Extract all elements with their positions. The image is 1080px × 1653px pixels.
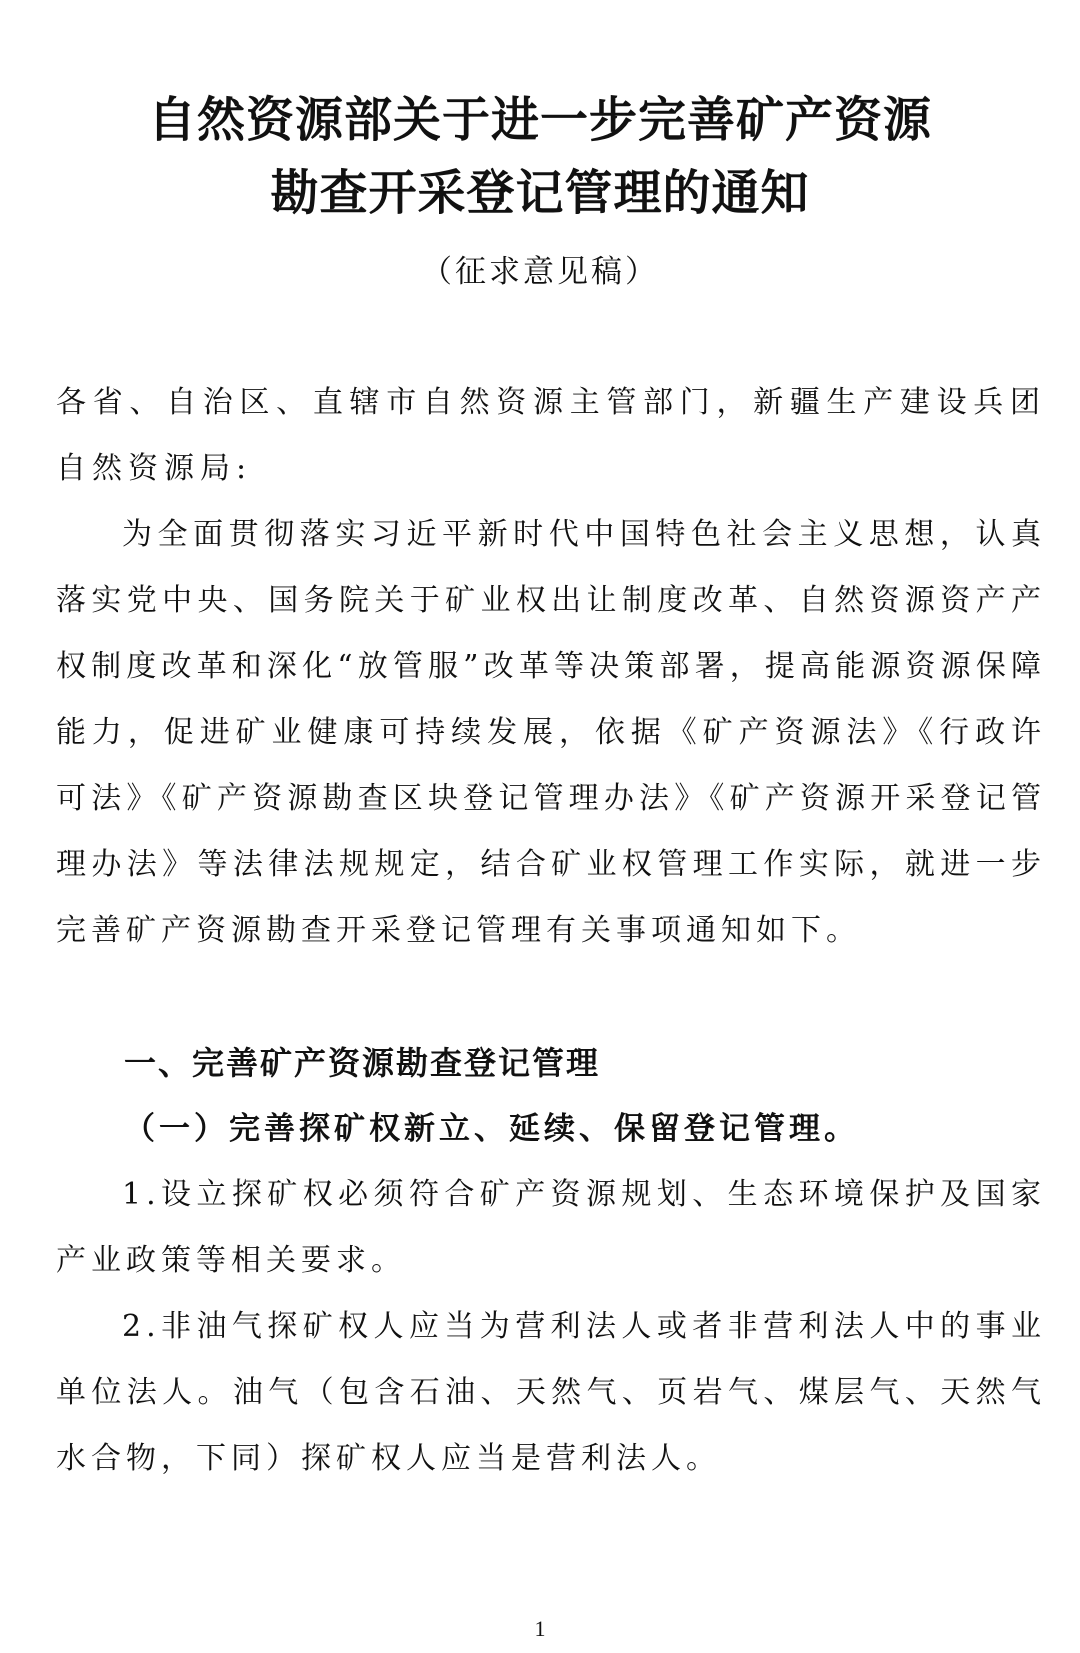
list-item-1: 1.设立探矿权必须符合矿产资源规划、生态环境保护及国家产业政策等相关要求。: [56, 1177, 1046, 1278]
document-title-line-1: 自然资源部关于进一步完善矿产资源: [147, 92, 932, 148]
subsection-1-heading: （一）完善探矿权新立、延续、保留登记管理。: [124, 1111, 859, 1147]
intro-paragraph: 为全面贯彻落实习近平新时代中国特色社会主义思想，认真落实党中央、国务院关于矿业权出让制度改革、自然资源资产产权制度改革和深化“放管服”改革等决策部署，提高能源资源保障能力，促进矿业健康可持续发展，依据《矿产资源法》《行政许可法》《矿产资源勘查区块登记管理办法》《矿产资源开采登记管理办法》等法律法规规定，结合矿业权管理工作实际，就进一步完善矿产资源勘查开采登记管理有关事项通知如下。: [56, 517, 1046, 948]
page-number: 1: [534, 1616, 546, 1641]
list-item-2: 2.非油气探矿权人应当为营利法人或者非营利法人中的事业单位法人。油气（包含石油、天然气、页岩气、煤层气、天然气水合物，下同）探矿权人应当是营利法人。: [56, 1309, 1046, 1476]
section-1-heading: 一、完善矿产资源勘查登记管理: [124, 1044, 601, 1082]
document-subtitle: （征求意见稿）: [421, 254, 659, 290]
document-title-line-2: 勘查开采登记管理的通知: [270, 165, 810, 221]
salutation: 各省、自治区、直辖市自然资源主管部门，新疆生产建设兵团自然资源局:: [56, 385, 1046, 486]
